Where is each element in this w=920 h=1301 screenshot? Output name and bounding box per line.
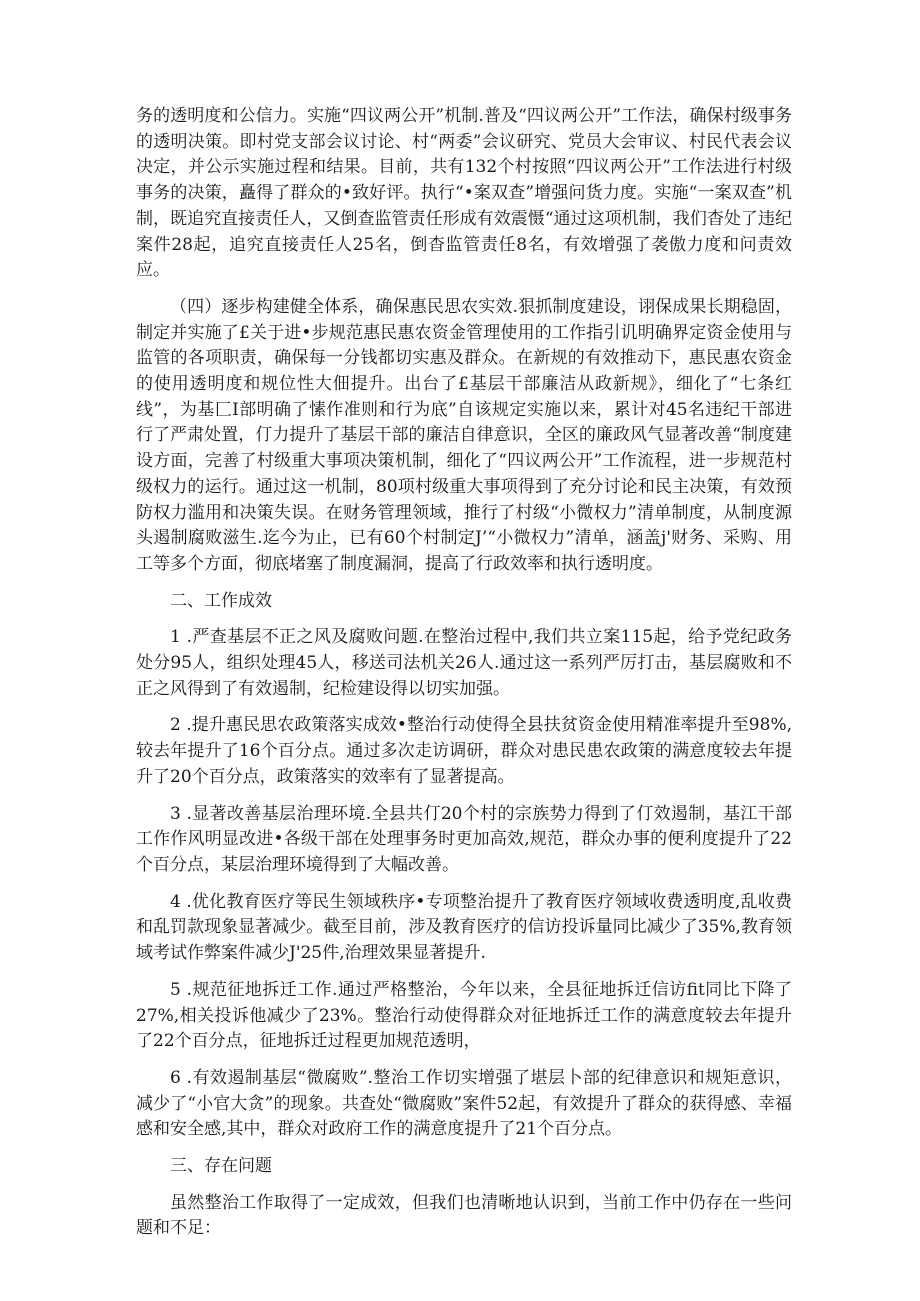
section-heading-problems: 三、存在问题 [170,1156,272,1177]
paragraph-item-1: 1 .严查基层不正之风及腐败问题.在整治过程中,我们共立案115起，给予党纪政务处分95人，组织处理45人，移送司法机关26人.通过这一系列严厉打击，基层腐败和不正之风得到了有效遏制，纪检建设得以切实加强。 [136,627,792,699]
document-body [136,104,792,1253]
paragraph-item-6: 6 .有效遏制基层“微腐败”.整治工作切实增强了堪层卜部的纪律意识和规矩意识，减少了“小官大贪”的现象。共查处“微腐败”案件52起，有效提升了群众的获得感、幸福感和安全感,其中，群众对政府工作的满意度提升了21个百分点。 [136,1067,792,1140]
paragraph-1: 务的透明度和公信力。实施“四议两公开”机制.普及“四议两公开”工作法，确保村级事务的透明决策。即村党支部会议讨论、村“两委”会议研究、党员大会审议、村民代表会议决定，并公示实施过程和结果。目前，共有132个村按照“四议两公开”工作法进行村级事务的决策，矗得了群众的•致好评。执行“•案双查”增强问货力度。实施“一案双查”机制，既追究直接责任人，又倒查监管责任形成有效震慑“通过这项机制，我们杳处了违纪案件28起，追究直接责任人25名，倒杳监管责任8名，有效增强了袭傲力度和问责效应。 [136,106,792,281]
section-heading-results: 二、工作成效 [170,590,272,611]
paragraph-item-3: 3 .显著改善基层治理环境.全县共仃20个村的宗族势力得到了仃效遏制，基江干部工作作风明显改进•各级干部在处理事务时更加高效,规范，群众办事的便利度提升了22个百分点，某层治理环境得到了大幅改善。 [136,803,792,875]
paragraph-problems-intro: 虽然整治工作取得了一定成效，但我们也清晰地认识到，当前工作中仍存在一些问题和不足： [136,1192,792,1239]
paragraph-item-4: 4 .优化教育医疗等民生领域秩序•专项整治提升了教育医疗领域收费透明度,乱收费和乱罚款现象显著减少。截至目前，涉及教育医疗的信访投诉量同比减少了35%,教育领域考试作弊案件减少J'25件,治理效果显著提升. [136,891,792,964]
paragraph-item-5: 5 .规范征地拆迁工作.通过严格整治，今年以来，全县征地拆迁信访fit同比下降了27%,相关投诉他减少了23%。整治行动使得群众对征地拆迁工作的满意度较去年提升了22个百分点，征地拆迁过程更加规范透明， [136,979,792,1052]
paragraph-2: （四）逐步构建健全体系，确保惠民思农实效.狠抓制度建设，诩保成果长期稳固，制定并实施了£关于进•步规范惠民惠农资金管理使用的工作指引讥明确界定资金使用与监管的各项职责，确保每一分钱都切实惠及群众。在新规的有效推动下，惠民惠农资金的使用透明度和规位性大佃提升。出台了£基层干部廉洁从政新规》，细化了“七条红线”，为基匚I部明确了愫作准则和行为底”自该规定实施以来，累计对45名违纪干部进行了严肃处置，仃力提升了基层干部的廉洁自律意识，全区的廉政风气显著改善“制度建设方面，完善了村级重大事项决策机制，细化了“四议两公开”工作流程，进一步规范村级权力的运行。通过这一机制，80项村级重大事项得到了充分讨论和民主决策，有效预防权力滥用和决策失误。在财务管理领域，推行了村级“小微权力”清单制度，从制度源头遏制腐败滋生.迄今为止，已有60个村制定J’“小微权力”清单，涵盖j'财务、采购、用工等多个方面，彻底堵塞了制度漏洞，提高了行政效率和执行透明度。 [136,296,792,574]
paragraph-item-2: 2 .提升惠民思农政策落实成效•整治行动使得全县扶贫资金使用精准率提升至98%,较去年提升了16个百分点。通过多次走访调研，群众对患民患农政策的满意度较去年提升了20个百分点，政策落实的效率有了显著提高。 [136,715,792,787]
